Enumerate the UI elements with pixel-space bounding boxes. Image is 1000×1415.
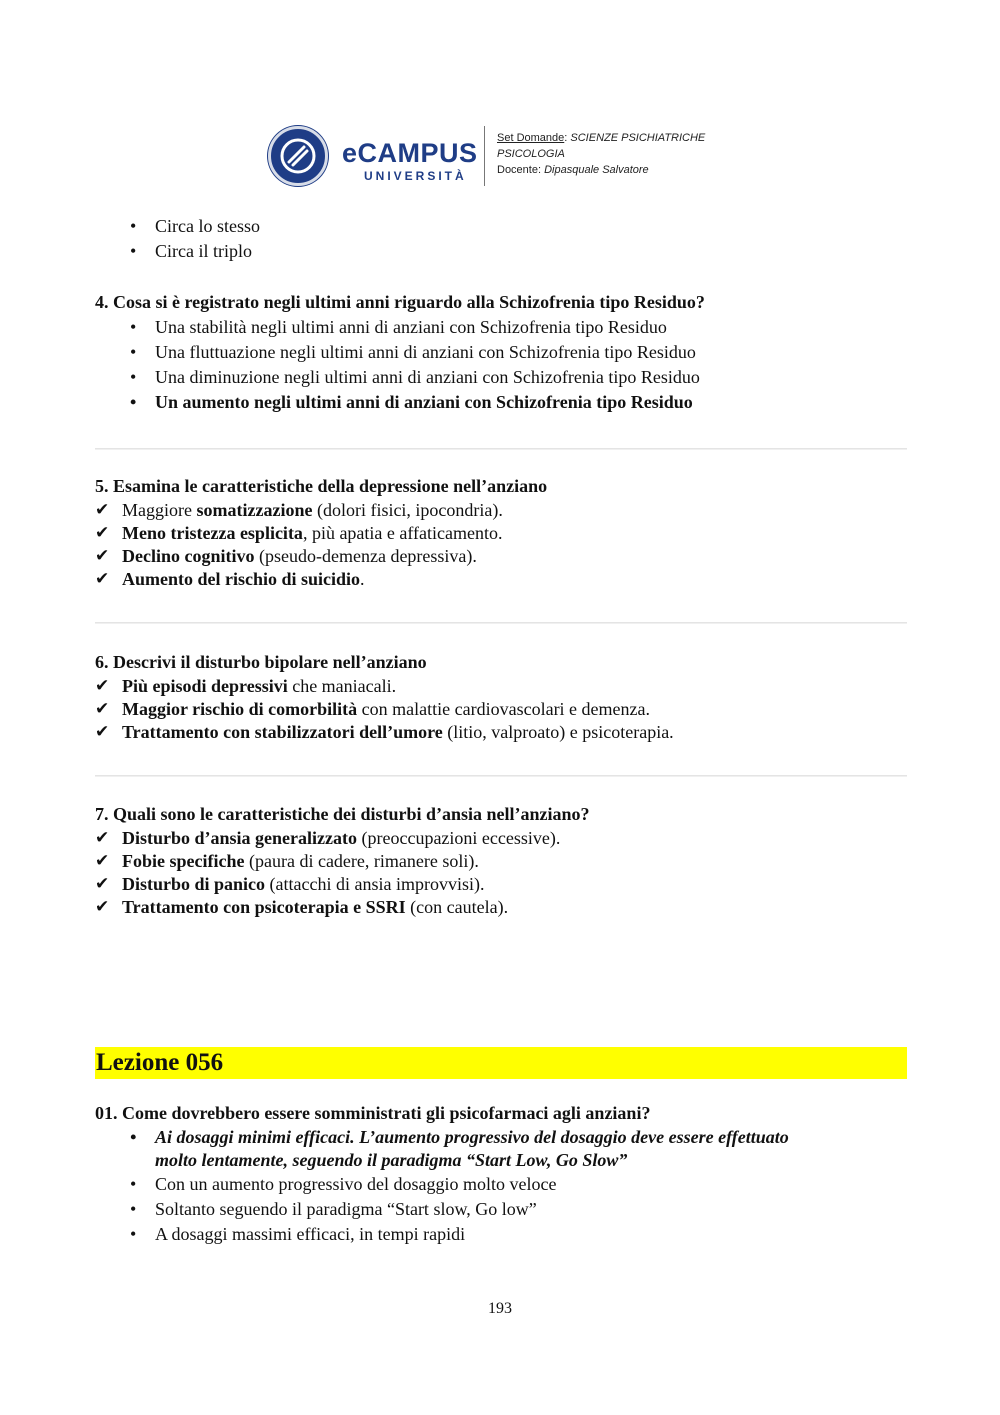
list-item: ✔ Trattamento con stabilizzatori dell’umore (litio, valproato) e psicoterapia. xyxy=(95,722,674,742)
list-item: ✔ Più episodi depressivi che maniacali. xyxy=(95,676,397,696)
list-item: • Una fluttuazione negli ultimi anni di anziani con Schizofrenia tipo Residuo xyxy=(130,340,907,365)
list-item: ✔ Declino cognitivo (pseudo-demenza depressiva). xyxy=(95,546,477,566)
lesson-title: Lezione 056 xyxy=(95,1047,907,1079)
list-item: • Circa il triplo xyxy=(130,239,907,264)
question-4-options xyxy=(95,315,907,415)
brand-name: eCAMPUS xyxy=(342,138,478,168)
ecampus-logo-icon xyxy=(268,126,328,186)
list-item: • Una diminuzione negli ultimi anni di anziani con Schizofrenia tipo Residuo xyxy=(130,365,907,390)
brand-subtitle: UNIVERSITÀ xyxy=(364,169,467,183)
list-item: ✔ Meno tristezza esplicita, più apatia e affaticamento. xyxy=(95,523,503,543)
check-icon: ✔ xyxy=(95,676,110,696)
previous-question-options xyxy=(95,214,907,264)
set-value-2: PSICOLOGIA xyxy=(497,148,565,160)
list-item: ✔ Maggior rischio di comorbilità con malattie cardiovascolari e demenza. xyxy=(95,699,651,719)
check-icon: ✔ xyxy=(95,500,110,520)
list-item: ✔ Disturbo d’ansia generalizzato (preoccupazioni eccessive). xyxy=(95,828,561,848)
list-item: ✔ Fobie specifiche (paura di cadere, rimanere soli). xyxy=(95,851,479,871)
correct-answer: • Un aumento negli ultimi anni di anziani con Schizofrenia tipo Residuo xyxy=(130,390,907,415)
list-item: ✔ Trattamento con psicoterapia e SSRI (con cautela). xyxy=(95,897,509,917)
question-4-title: 4. Cosa si è registrato negli ultimi anni riguardo alla Schizofrenia tipo Residuo? xyxy=(95,292,705,312)
check-icon: ✔ xyxy=(95,851,110,871)
lesson-question-1-title: 01. Come dovrebbero essere somministrati gli psicofarmaci agli anziani? xyxy=(95,1103,651,1123)
docente-label: Docente xyxy=(497,164,538,176)
list-item: ✔ Aumento del rischio di suicidio. xyxy=(95,569,365,589)
header-info: Set Domande: SCIENZE PSICHIATRICHE PSICOLOGIA Docente: Dipasquale Salvatore xyxy=(497,132,706,176)
list-item: ✔ Maggiore somatizzazione (dolori fisici, ipocondria). xyxy=(95,500,503,520)
question-7-title: 7. Quali sono le caratteristiche dei disturbi d’ansia nell’anziano? xyxy=(95,804,590,824)
question-5-title: 5. Esamina le caratteristiche della depressione nell’anziano xyxy=(95,476,548,496)
list-item: • Circa lo stesso xyxy=(130,214,907,239)
check-icon: ✔ xyxy=(95,722,110,742)
page-content xyxy=(95,214,907,1247)
set-value: SCIENZE PSICHIATRICHE xyxy=(570,132,706,144)
check-icon: ✔ xyxy=(95,569,110,589)
question-7-answers xyxy=(95,827,907,919)
list-item: ✔ Disturbo di panico (attacchi di ansia improvvisi). xyxy=(95,874,485,894)
list-item: • Con un aumento progressivo del dosaggio molto veloce xyxy=(130,1172,907,1197)
check-icon: ✔ xyxy=(95,523,110,543)
question-6-title: 6. Descrivi il disturbo bipolare nell’anziano xyxy=(95,652,427,672)
list-item: • Soltanto seguendo il paradigma “Start slow, Go low” xyxy=(130,1197,907,1222)
docente-value: Dipasquale Salvatore xyxy=(544,164,649,176)
check-icon: ✔ xyxy=(95,897,110,917)
page-number: 193 xyxy=(488,1300,512,1317)
question-6-answers xyxy=(95,675,907,744)
page-header xyxy=(268,124,728,190)
header-divider xyxy=(484,126,485,186)
lesson-question-1-options xyxy=(95,1126,907,1247)
question-5-answers xyxy=(95,499,907,591)
list-item: • Una stabilità negli ultimi anni di anziani con Schizofrenia tipo Residuo xyxy=(130,315,907,340)
set-label: Set Domande xyxy=(497,132,565,144)
correct-answer: • Ai dosaggi minimi efficaci. L’aumento progressivo del dosaggio deve essere effettuato molto lentamente, seguendo il paradigma “Start Low, Go Slow” xyxy=(130,1126,907,1172)
check-icon: ✔ xyxy=(95,874,110,894)
check-icon: ✔ xyxy=(95,699,110,719)
check-icon: ✔ xyxy=(95,546,110,566)
list-item: • A dosaggi massimi efficaci, in tempi rapidi xyxy=(130,1222,907,1247)
check-icon: ✔ xyxy=(95,828,110,848)
